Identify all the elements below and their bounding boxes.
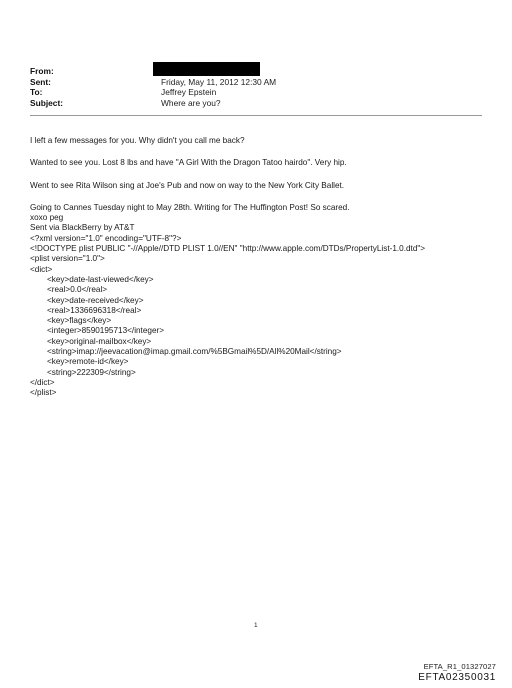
plist-line: <key>remote-id</key> [47,357,129,367]
bates-number-primary: EFTA_R1_01327027 [423,662,496,671]
plist-line: </dict> [30,377,55,387]
plist-line: <string>imap://jeevacation@imap.gmail.com/%5BGmail%5D/All%20Mail</string> [47,347,342,357]
from-label: From: [30,66,54,76]
plist-line: <!DOCTYPE plist PUBLIC "-//Apple//DTD PLIST 1.0//EN" "http://www.apple.com/DTDs/PropertyList-1.0.dtd"> [30,244,426,254]
body-paragraph-3: Went to see Rita Wilson sing at Joe's Pub and now on way to the New York City Ballet. [30,180,345,190]
bates-number-secondary: EFTA02350031 [418,672,496,683]
header-divider [30,115,482,116]
plist-line: <integer>8590195713</integer> [47,326,165,336]
plist-line: </plist> [30,388,57,398]
plist-line: <plist version="1.0"> [30,254,105,264]
plist-line: <key>flags</key> [47,316,112,326]
plist-line: <string>222309</string> [47,367,136,377]
subject-value: Where are you? [161,97,221,108]
body-paragraph-1: I left a few messages for you. Why didn't you call me back? [30,136,245,145]
sent-value: Friday, May 11, 2012 12:30 AM [161,76,277,87]
body-paragraph-2: Wanted to see you. Lost 8 lbs and have "A Girl With the Dragon Tatoo hairdo". Very hip. [30,158,347,168]
body-paragraph-4: Going to Cannes Tuesday night to May 28th. Writing for The Huffington Post! So scared. [30,202,350,212]
to-label: To: [30,87,43,98]
sent-row [30,77,276,88]
plist-line: <dict> [30,264,53,274]
page-number: 1 [254,622,258,629]
sent-via-line: Sent via BlackBerry by AT&T [30,223,135,233]
email-header [30,66,276,108]
to-value: Jeffrey Epstein [161,87,217,98]
to-row [30,87,276,98]
plist-line: <?xml version="1.0" encoding="UTF-8"?> [30,233,182,243]
plist-block [30,234,425,399]
plist-line: <key>original-mailbox</key> [47,336,152,346]
plist-line: <key>date-last-viewed</key> [47,274,154,284]
plist-line: <real>1336696318</real> [47,305,142,315]
signoff: xoxo peg [30,213,64,223]
plist-line: <real>0.0</real> [47,285,108,295]
from-row [30,66,276,77]
email-body [30,136,425,399]
plist-line: <key>date-received</key> [47,295,144,305]
sent-label: Sent: [30,76,51,87]
subject-label: Subject: [30,97,64,108]
subject-row [30,98,276,109]
